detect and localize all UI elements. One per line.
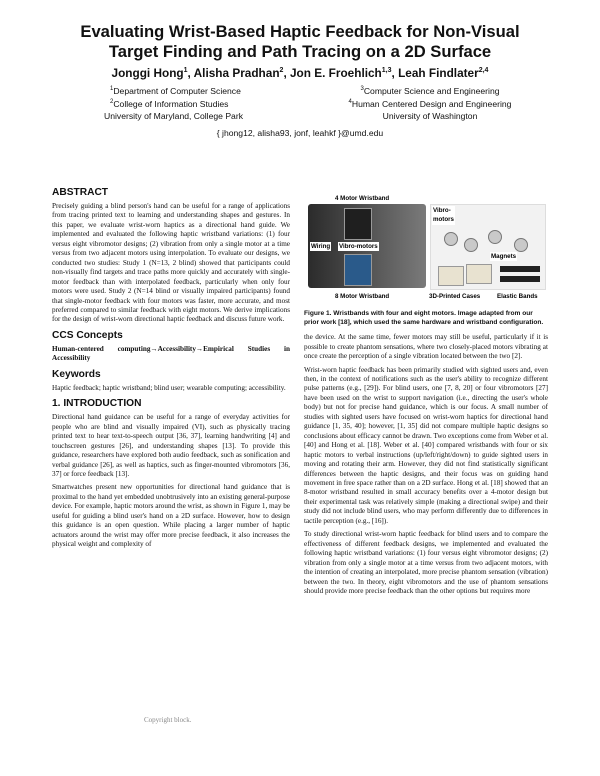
figure-caption: Figure 1. Wristbands with four and eight motors. Image adapted from our prior work [18], which used the same hardware and wristband configuration.	[304, 310, 544, 326]
affiliations-left	[104, 84, 284, 122]
intro-paragraph-2: Smartwatches present new opportunities for directional hand guidance that is proximal to the hand yet embedded unobtrusively into an existing general-purpose device. For example, haptic motors around the wrist, as shown in Figure 1, may be useful for guiding a blind user's hand on a 2D surface. However, how to design this guidance is an open question. While placing a larger number of haptic actuators around the wrist may offer more precise feedback, it also increases the physical weight and complexity of	[52, 483, 290, 549]
keywords-heading: Keywords	[52, 368, 101, 380]
author-sup: 1	[183, 67, 188, 75]
label-magnets: Magnets	[491, 253, 517, 260]
right-paragraph-2: Wrist-worn haptic feedback has been primarily studied with sighted users and, even then, in the context of notifications such as the user's ability to recognize different pulse patterns (e.g., [29]). For blind users, one [7, 8, 20] or four vibromotors [27] have been used on the wrist to support navigation (i.e., directing the user's whole body) but not for precise hand guidance, which is our focus. A small number of studies with sighted users have focused on wrist-worn haptics for directional hand guidance [1, 35, 40]; however, [1, 35] did not compare multiple haptic designs so conclusions about efficacy cannot be drawn. Two exceptions come from Weber et al. [40] and Hong et al. [18]. Weber et al. [40] compared wristbands with four or six haptic motors to verbal instructions (up/left/right/down) to guide sighted users in moving and rotating their arm. However, they did not find statistically significant differences between the haptic designs, and their focus was on guiding hand movement in free space rather than on a 2D surface. Hong et al. [18] showed that an 8-motor wristband resulted in small accuracy benefits over a 4-motor design but their experimental task was relatively simple (making a directional swipe) and their study did not include blind users, who may perform differently due to differences in tactile perception (e.g., [16]).	[304, 365, 548, 525]
elastic-band	[500, 276, 540, 282]
copyright-block: Copyright block.	[144, 716, 192, 724]
label-wiring: Wiring	[311, 243, 331, 250]
affiliation	[320, 84, 540, 97]
affiliation-sup: 2	[110, 99, 114, 106]
affiliation	[104, 84, 284, 97]
affiliation	[104, 111, 284, 123]
abstract-heading: ABSTRACT	[52, 187, 109, 198]
label-eight-motor: 8 Motor Wristband	[335, 293, 390, 300]
affiliation-text: Human Centered Design and Engineering	[351, 99, 512, 110]
label-four-motor: 4 Motor Wristband	[335, 195, 390, 202]
right-paragraph-3: To study directional wrist-worn haptic feedback for blind users and to compare the effectiveness of different feedback designs, we implemented and evaluated the following haptic wristband variations: (1) four versus eight vibromotor designs; (2) vibration from only a single motor at a time versus from two adjacent motors, with the intention of creating an interpolated, more precise phantom sensation (vibration) between the two. In theory, eight vibromotors and the use of phantom sensations should provide more precise feedback than the other options but requires more	[304, 530, 548, 595]
author-sep: ,	[391, 66, 399, 80]
printed-case	[466, 264, 492, 284]
author-name: Jonggi Hong	[111, 66, 184, 80]
paper-title	[40, 22, 560, 62]
affiliation	[320, 111, 540, 123]
author-sup: 2,4	[478, 67, 489, 75]
affiliation	[320, 97, 540, 110]
vibromotor-disc	[444, 232, 458, 246]
vibromotor-disc	[514, 238, 528, 252]
printed-case	[438, 266, 464, 286]
author-sup: 1,3	[381, 67, 392, 75]
eight-motor-band-image	[344, 254, 372, 286]
four-motor-band-image	[344, 208, 372, 240]
affiliation-text: University of Maryland, College Park	[104, 110, 243, 121]
affiliation-sup: 1	[110, 86, 114, 92]
introduction-heading: 1. INTRODUCTION	[52, 398, 142, 410]
affiliation-text: University of Washington	[382, 110, 478, 121]
right-paragraph-1: the device. At the same time, fewer motors may still be useful, particularly if it is possible to create phantom sensations, where two closely-placed motors vibrating at once create the perception of a single vibration located between the two [2].	[304, 333, 548, 361]
author-name: Jon E. Froehlich	[290, 66, 382, 80]
author-sep: ,	[283, 66, 290, 80]
ccs-text: Human-centered computing→Accessibility→Empirical Studies in Accessibility	[52, 344, 290, 363]
vibromotor-disc	[464, 238, 478, 252]
right-column	[304, 190, 548, 600]
author-emails: { jhong12, alisha93, jonf, leahkf }@umd.edu	[216, 128, 384, 138]
keywords-text: Haptic feedback; haptic wristband; blind user; wearable computing; accessibility.	[52, 383, 286, 392]
author-name: Alisha Pradhan	[193, 66, 280, 80]
ccs-heading: CCS Concepts	[52, 329, 123, 341]
abstract-text: Precisely guiding a blind person's hand can be useful for a range of applications from tracing printed text to learning and understanding shapes and gestures. In this paper, we evaluate wrist-worn haptics as a directional hand guide. We implemented and evaluated the following haptic wristband variations: (1) four versus eight vibromotor designs; (2) vibration from only a single motor at a time versus from two adjacent motors using interpolation. To evaluate our designs, we conducted two studies: Study 1 (N=13, 2 blind) showed that participants could non-visually find targets and trace paths more quickly and accurately with single-motor feedback than with interpolated feedback, particularly when only four motors were used. Study 2 (N=14 blind or visually impaired participants) found that single-motor feedback with four motors was faster, more accurate, and most preferred compared to similar feedback with eight motors. We derive implications for the design of wrist-worn directional haptic feedback and discuss future work.	[52, 202, 290, 324]
affiliation-sup: 3	[360, 86, 364, 92]
title-line-1: Evaluating Wrist-Based Haptic Feedback for Non-Visual	[80, 22, 520, 41]
author-list	[40, 66, 560, 80]
figure-1	[304, 190, 548, 306]
author-sup: 2	[279, 67, 284, 75]
left-column	[52, 182, 290, 554]
label-cases: 3D-Printed Cases	[429, 293, 481, 300]
affiliations-right	[320, 84, 540, 122]
affiliation-text: College of Information Studies	[113, 99, 229, 110]
vibromotor-disc	[488, 230, 502, 244]
affiliation-sup: 4	[348, 99, 352, 106]
label-bands: Elastic Bands	[497, 293, 538, 300]
affiliation-text: Computer Science and Engineering	[363, 85, 500, 96]
label-vibromotors: Vibro- motors	[433, 207, 454, 224]
affiliation	[104, 97, 284, 110]
author-sep: ,	[187, 66, 194, 80]
author-name: Leah Findlater	[398, 66, 479, 80]
label-vibromotors-2: Vibro-motors	[339, 243, 378, 250]
affiliation-text: Department of Computer Science	[113, 85, 241, 96]
elastic-band	[500, 266, 540, 272]
title-line-2: Target Finding and Path Tracing on a 2D Surface	[108, 42, 492, 61]
intro-paragraph-1: Directional hand guidance can be useful for a range of everyday activities for people who are blind and visually impaired (VI), such as physically tracing printed text to hear text-to-speech output [36, 37], learning handwriting [4] and touchscreen gestures [26], and understanding shapes [13]. To provide this guidance, researchers have explored both audio feedback, such as sonification and verbal guidance [26], as well as haptics, such as finger-mounted vibromotors [36, 37] or force feedback [13].	[52, 413, 290, 478]
